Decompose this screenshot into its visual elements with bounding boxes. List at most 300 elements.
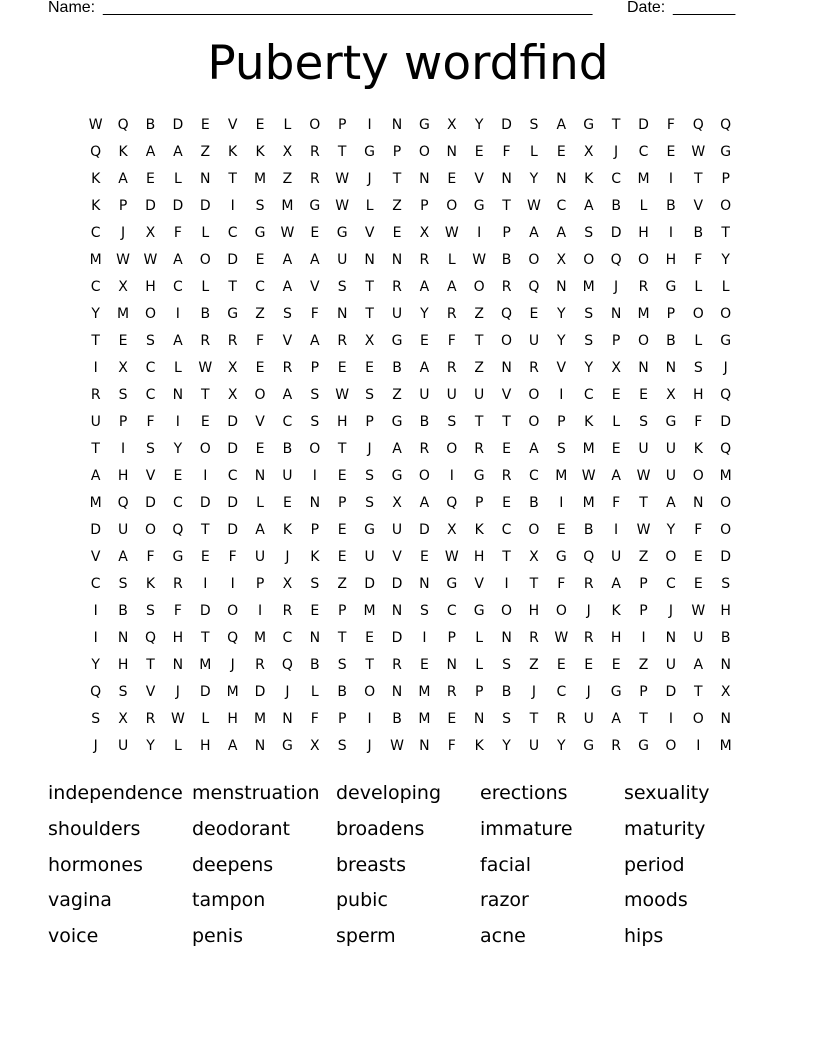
grid-letter: P bbox=[502, 225, 511, 241]
grid-letter: S bbox=[118, 684, 128, 700]
grid-letter: I bbox=[668, 171, 673, 187]
grid-letter: S bbox=[365, 495, 375, 511]
grid-letter: V bbox=[693, 198, 704, 214]
grid-letter: E bbox=[584, 657, 594, 673]
grid-letter: K bbox=[611, 603, 621, 619]
grid-letter: K bbox=[91, 198, 101, 214]
grid-letter: O bbox=[692, 468, 704, 484]
grid-letter: X bbox=[282, 144, 293, 160]
grid-letter: O bbox=[528, 387, 540, 403]
grid-letter: F bbox=[310, 306, 319, 322]
grid-letter: A bbox=[282, 279, 293, 295]
grid-letter: B bbox=[666, 198, 676, 214]
grid-letter: A bbox=[90, 468, 101, 484]
grid-letter: R bbox=[556, 711, 567, 727]
grid-letter: U bbox=[474, 387, 485, 403]
grid-letter: G bbox=[665, 279, 677, 295]
grid-letter: P bbox=[337, 711, 347, 727]
grid-letter: N bbox=[720, 711, 731, 727]
grid-letter: W bbox=[472, 252, 487, 268]
grid-letter: S bbox=[310, 387, 320, 403]
grid-letter: A bbox=[529, 441, 539, 457]
grid-letter: I bbox=[257, 603, 263, 619]
grid-letter: B bbox=[720, 630, 731, 646]
grid-letter: A bbox=[118, 549, 128, 565]
grid-letter: M bbox=[117, 306, 130, 322]
grid-row bbox=[82, 625, 740, 652]
grid-letter: R bbox=[145, 711, 156, 727]
grid-letter: I bbox=[367, 117, 372, 133]
grid-letter: N bbox=[117, 630, 129, 646]
grid-letter: C bbox=[172, 279, 183, 295]
grid-letter: I bbox=[312, 468, 317, 484]
grid-letter: E bbox=[255, 360, 265, 376]
grid-letter: U bbox=[117, 738, 129, 754]
grid-letter: N bbox=[282, 711, 293, 727]
grid-letter: E bbox=[392, 225, 402, 241]
grid-letter: L bbox=[283, 117, 292, 133]
grid-letter: C bbox=[556, 198, 567, 214]
grid-letter: P bbox=[310, 522, 320, 538]
grid-letter: W bbox=[390, 738, 404, 754]
grid-letter: N bbox=[254, 738, 266, 754]
grid-letter: M bbox=[253, 630, 267, 646]
grid-letter: K bbox=[145, 576, 156, 592]
grid-letter: N bbox=[419, 738, 430, 754]
grid-letter: T bbox=[502, 198, 511, 214]
word-list-item: razor bbox=[480, 889, 529, 912]
grid-letter: C bbox=[255, 279, 265, 295]
grid-letter: A bbox=[556, 225, 567, 241]
grid-letter: A bbox=[446, 279, 457, 295]
grid-letter: N bbox=[665, 630, 677, 646]
grid-letter: Q bbox=[720, 387, 732, 403]
grid-letter: V bbox=[392, 549, 402, 565]
grid-letter: B bbox=[392, 711, 402, 727]
grid-letter: L bbox=[173, 171, 182, 187]
grid-letter: K bbox=[310, 549, 320, 565]
grid-letter: D bbox=[199, 198, 211, 214]
grid-letter: Z bbox=[392, 387, 402, 403]
grid-letter: R bbox=[501, 279, 512, 295]
grid-letter: A bbox=[611, 711, 621, 727]
grid-letter: N bbox=[501, 171, 512, 187]
grid-letter: B bbox=[501, 684, 512, 700]
grid-letter: L bbox=[447, 252, 456, 268]
grid-letter: O bbox=[528, 252, 540, 268]
grid-letter: F bbox=[612, 495, 621, 511]
grid-letter: C bbox=[501, 522, 512, 538]
grid-letter: T bbox=[365, 279, 374, 295]
grid-letter: Y bbox=[502, 738, 511, 754]
grid-letter: Q bbox=[90, 684, 102, 700]
word-list-item: erections bbox=[480, 782, 568, 804]
grid-letter: A bbox=[529, 225, 539, 241]
grid-letter: M bbox=[199, 657, 212, 673]
grid-letter: C bbox=[145, 360, 156, 376]
grid-letter: N bbox=[446, 144, 458, 160]
grid-letter: L bbox=[201, 279, 210, 295]
grid-letter: W bbox=[691, 144, 706, 160]
grid-letter: O bbox=[528, 522, 540, 538]
word-list-item: sexuality bbox=[624, 782, 710, 804]
grid-letter: A bbox=[118, 171, 128, 187]
grid-letter: I bbox=[230, 198, 235, 214]
grid-letter: Z bbox=[255, 306, 265, 322]
grid-letter: U bbox=[419, 387, 430, 403]
grid-letter: C bbox=[227, 225, 238, 241]
grid-letter: O bbox=[720, 522, 732, 538]
grid-letter: N bbox=[309, 630, 321, 646]
grid-letter: D bbox=[90, 522, 102, 538]
grid-letter: H bbox=[528, 603, 540, 619]
grid-letter: E bbox=[529, 306, 539, 322]
grid-letter: S bbox=[365, 468, 375, 484]
grid-letter: U bbox=[583, 711, 594, 727]
grid-letter: A bbox=[419, 279, 430, 295]
grid-row bbox=[82, 706, 740, 733]
grid-letter: B bbox=[392, 360, 402, 376]
grid-letter: A bbox=[145, 144, 156, 160]
grid-letter: S bbox=[337, 657, 347, 673]
grid-letter: D bbox=[720, 414, 732, 430]
grid-letter: J bbox=[285, 549, 290, 565]
grid-letter: D bbox=[391, 630, 403, 646]
grid-letter: S bbox=[365, 387, 375, 403]
grid-letter: I bbox=[668, 711, 673, 727]
grid-letter: N bbox=[391, 603, 403, 619]
grid-letter: U bbox=[391, 306, 403, 322]
grid-letter: I bbox=[203, 468, 208, 484]
grid-letter: G bbox=[720, 144, 732, 160]
grid-letter: G bbox=[446, 576, 458, 592]
grid-letter: X bbox=[529, 549, 539, 565]
grid-letter: R bbox=[282, 603, 293, 619]
grid-letter: X bbox=[227, 387, 238, 403]
grid-row bbox=[82, 220, 740, 247]
grid-letter: M bbox=[582, 441, 595, 457]
grid-letter: Y bbox=[91, 657, 100, 673]
grid-letter: K bbox=[584, 171, 594, 187]
grid-letter: A bbox=[282, 252, 293, 268]
grid-letter: P bbox=[474, 684, 484, 700]
grid-letter: L bbox=[173, 738, 182, 754]
grid-letter: X bbox=[118, 711, 128, 727]
grid-letter: Y bbox=[173, 441, 183, 457]
grid-letter: I bbox=[230, 576, 235, 592]
grid-letter: I bbox=[559, 495, 564, 511]
grid-letter: S bbox=[118, 387, 128, 403]
grid-letter: Q bbox=[172, 522, 184, 538]
grid-letter: N bbox=[309, 495, 321, 511]
grid-letter: X bbox=[720, 684, 731, 700]
grid-letter: D bbox=[227, 522, 239, 538]
grid-letter: O bbox=[199, 252, 211, 268]
grid-letter: U bbox=[117, 522, 129, 538]
grid-letter: R bbox=[529, 630, 539, 646]
grid-letter: U bbox=[446, 387, 457, 403]
grid-letter: C bbox=[638, 144, 649, 160]
grid-letter: G bbox=[638, 738, 649, 754]
word-list-item: menstruation bbox=[192, 782, 320, 804]
grid-letter: W bbox=[335, 198, 350, 214]
grid-letter: X bbox=[118, 360, 128, 376]
grid-letter: D bbox=[720, 549, 732, 565]
grid-letter: F bbox=[173, 225, 182, 241]
grid-letter: V bbox=[364, 225, 375, 241]
grid-letter: I bbox=[614, 522, 619, 538]
grid-letter: A bbox=[666, 495, 676, 511]
grid-letter: H bbox=[117, 468, 129, 484]
grid-letter: Q bbox=[720, 117, 732, 133]
grid-letter: E bbox=[611, 441, 621, 457]
grid-letter: D bbox=[227, 441, 239, 457]
grid-letter: U bbox=[254, 549, 266, 565]
grid-letter: H bbox=[638, 225, 649, 241]
grid-letter: M bbox=[418, 684, 431, 700]
date-field-line: _______ bbox=[673, 0, 736, 16]
grid-letter: J bbox=[230, 657, 235, 673]
grid-letter: F bbox=[447, 738, 456, 754]
grid-letter: J bbox=[367, 171, 372, 187]
grid-letter: A bbox=[583, 198, 594, 214]
grid-letter: C bbox=[666, 576, 676, 592]
grid-letter: F bbox=[146, 414, 155, 430]
grid-letter: T bbox=[337, 630, 347, 646]
grid-letter: T bbox=[721, 225, 730, 241]
grid-letter: F bbox=[694, 414, 703, 430]
grid-letter: N bbox=[419, 576, 430, 592]
grid-letter: K bbox=[91, 171, 101, 187]
grid-letter: T bbox=[694, 684, 703, 700]
grid-letter: O bbox=[501, 333, 513, 349]
grid-letter: S bbox=[337, 279, 347, 295]
grid-letter: O bbox=[555, 603, 567, 619]
grid-letter: I bbox=[696, 738, 701, 754]
grid-letter: N bbox=[665, 360, 677, 376]
grid-letter: V bbox=[310, 279, 320, 295]
grid-letter: T bbox=[474, 414, 484, 430]
date-label: Date: bbox=[627, 0, 666, 16]
grid-letter: J bbox=[367, 738, 372, 754]
grid-letter: R bbox=[474, 441, 485, 457]
grid-letter: G bbox=[309, 198, 321, 214]
grid-letter: T bbox=[639, 711, 648, 727]
grid-letter: N bbox=[254, 468, 266, 484]
grid-letter: S bbox=[584, 225, 594, 241]
grid-letter: Z bbox=[638, 549, 649, 565]
grid-letter: A bbox=[173, 144, 183, 160]
grid-row bbox=[82, 139, 740, 166]
grid-letter: N bbox=[720, 657, 731, 673]
grid-letter: P bbox=[666, 306, 676, 322]
grid-letter: Y bbox=[557, 738, 566, 754]
grid-letter: H bbox=[720, 603, 731, 619]
grid-letter: H bbox=[610, 630, 622, 646]
grid-letter: Z bbox=[200, 144, 211, 160]
grid-letter: Z bbox=[474, 360, 484, 376]
grid-letter: J bbox=[614, 144, 619, 160]
grid-letter: G bbox=[172, 549, 184, 565]
grid-letter: M bbox=[253, 171, 267, 187]
grid-letter: E bbox=[556, 522, 566, 538]
grid-letter: T bbox=[228, 279, 237, 295]
grid-letter: T bbox=[474, 333, 484, 349]
grid-letter: S bbox=[502, 711, 511, 727]
grid-letter: P bbox=[447, 630, 456, 646]
grid-letter: Y bbox=[584, 360, 593, 376]
grid-letter: D bbox=[145, 495, 156, 511]
grid-letter: S bbox=[584, 333, 594, 349]
grid-letter: O bbox=[665, 549, 677, 565]
grid-letter: S bbox=[310, 414, 320, 430]
grid-letter: D bbox=[254, 684, 266, 700]
grid-letter: T bbox=[228, 171, 237, 187]
grid-letter: S bbox=[146, 603, 155, 619]
grid-letter: D bbox=[391, 576, 403, 592]
grid-letter: C bbox=[90, 225, 101, 241]
grid-letter: N bbox=[610, 306, 622, 322]
grid-letter: D bbox=[227, 252, 239, 268]
grid-row bbox=[82, 166, 740, 193]
grid-letter: S bbox=[118, 576, 128, 592]
grid-letter: K bbox=[584, 414, 594, 430]
grid-letter: J bbox=[668, 603, 673, 619]
grid-letter: N bbox=[336, 306, 348, 322]
grid-letter: T bbox=[200, 630, 210, 646]
grid-letter: J bbox=[586, 603, 591, 619]
grid-letter: C bbox=[227, 468, 238, 484]
grid-letter: X bbox=[118, 279, 128, 295]
grid-letter: U bbox=[282, 468, 293, 484]
grid-letter: A bbox=[173, 333, 183, 349]
grid-letter: C bbox=[145, 387, 156, 403]
grid-letter: G bbox=[610, 684, 622, 700]
grid-letter: A bbox=[611, 468, 621, 484]
grid-letter: U bbox=[90, 414, 101, 430]
grid-letter: R bbox=[309, 144, 320, 160]
grid-letter: Q bbox=[144, 630, 156, 646]
word-list-item: hormones bbox=[48, 853, 143, 876]
grid-letter: W bbox=[636, 468, 651, 484]
grid-letter: H bbox=[145, 279, 156, 295]
grid-letter: M bbox=[226, 684, 239, 700]
grid-letter: U bbox=[665, 441, 677, 457]
grid-letter: L bbox=[201, 711, 210, 727]
grid-letter: E bbox=[283, 495, 292, 511]
grid-letter: G bbox=[364, 144, 376, 160]
grid-letter: M bbox=[418, 711, 431, 727]
grid-letter: P bbox=[420, 198, 429, 214]
grid-letter: I bbox=[559, 387, 564, 403]
grid-letter: D bbox=[501, 117, 512, 133]
grid-letter: X bbox=[446, 117, 457, 133]
grid-letter: E bbox=[693, 576, 703, 592]
grid-letter: T bbox=[694, 171, 703, 187]
grid-letter: N bbox=[556, 171, 567, 187]
grid-letter: N bbox=[172, 657, 184, 673]
grid-letter: R bbox=[392, 657, 402, 673]
grid-letter: C bbox=[529, 468, 539, 484]
grid-letter: Y bbox=[666, 522, 676, 538]
grid-letter: V bbox=[227, 117, 238, 133]
word-list-item: tampon bbox=[192, 889, 266, 912]
grid-letter: V bbox=[145, 468, 156, 484]
grid-row bbox=[82, 301, 740, 328]
grid-letter: Z bbox=[392, 198, 402, 214]
grid-letter: O bbox=[692, 711, 704, 727]
grid-letter: D bbox=[199, 603, 211, 619]
grid-letter: I bbox=[203, 576, 208, 592]
grid-letter: L bbox=[475, 657, 484, 673]
grid-row bbox=[82, 328, 740, 355]
grid-letter: E bbox=[173, 468, 183, 484]
grid-letter: P bbox=[118, 414, 128, 430]
grid-letter: J bbox=[531, 684, 537, 700]
grid-letter: T bbox=[502, 549, 511, 565]
grid-letter: O bbox=[720, 198, 732, 214]
grid-letter: Q bbox=[227, 630, 239, 646]
grid-row bbox=[82, 274, 740, 301]
grid-letter: X bbox=[419, 225, 430, 241]
grid-letter: F bbox=[447, 333, 456, 349]
grid-letter: I bbox=[175, 414, 180, 430]
grid-letter: M bbox=[719, 468, 732, 484]
grid-letter: O bbox=[692, 306, 704, 322]
grid-letter: R bbox=[446, 306, 457, 322]
grid-letter: O bbox=[418, 144, 430, 160]
grid-letter: E bbox=[255, 441, 265, 457]
grid-letter: A bbox=[611, 576, 621, 592]
word-list-item: breasts bbox=[336, 853, 407, 876]
grid-letter: O bbox=[720, 495, 732, 511]
grid-letter: N bbox=[419, 171, 430, 187]
grid-letter: I bbox=[93, 630, 98, 646]
grid-letter: H bbox=[693, 387, 704, 403]
grid-letter: E bbox=[337, 360, 347, 376]
word-list-item: developing bbox=[336, 782, 442, 804]
grid-letter: S bbox=[721, 576, 731, 592]
grid-letter: P bbox=[337, 495, 347, 511]
grid-letter: N bbox=[501, 360, 512, 376]
grid-letter: S bbox=[91, 711, 101, 727]
grid-letter: I bbox=[175, 306, 180, 322]
word-list-item: deodorant bbox=[192, 817, 291, 840]
grid-letter: D bbox=[638, 117, 649, 133]
grid-row bbox=[82, 490, 740, 517]
grid-letter: O bbox=[254, 387, 266, 403]
grid-letter: P bbox=[639, 684, 648, 700]
grid-letter: E bbox=[255, 252, 265, 268]
grid-letter: F bbox=[228, 549, 237, 565]
grid-letter: O bbox=[144, 306, 156, 322]
grid-letter: I bbox=[504, 576, 509, 592]
grid-letter: G bbox=[391, 414, 403, 430]
grid-letter: T bbox=[146, 657, 155, 673]
grid-letter: L bbox=[310, 684, 319, 700]
grid-letter: V bbox=[501, 387, 512, 403]
grid-letter: Q bbox=[281, 657, 293, 673]
grid-letter: O bbox=[309, 441, 321, 457]
grid-letter: L bbox=[639, 198, 648, 214]
grid-letter: R bbox=[255, 657, 265, 673]
grid-letter: A bbox=[173, 252, 183, 268]
grid-letter: T bbox=[529, 576, 539, 592]
grid-letter: W bbox=[116, 252, 130, 268]
grid-letter: Q bbox=[117, 495, 129, 511]
grid-letter: Y bbox=[557, 306, 566, 322]
grid-letter: D bbox=[145, 198, 156, 214]
